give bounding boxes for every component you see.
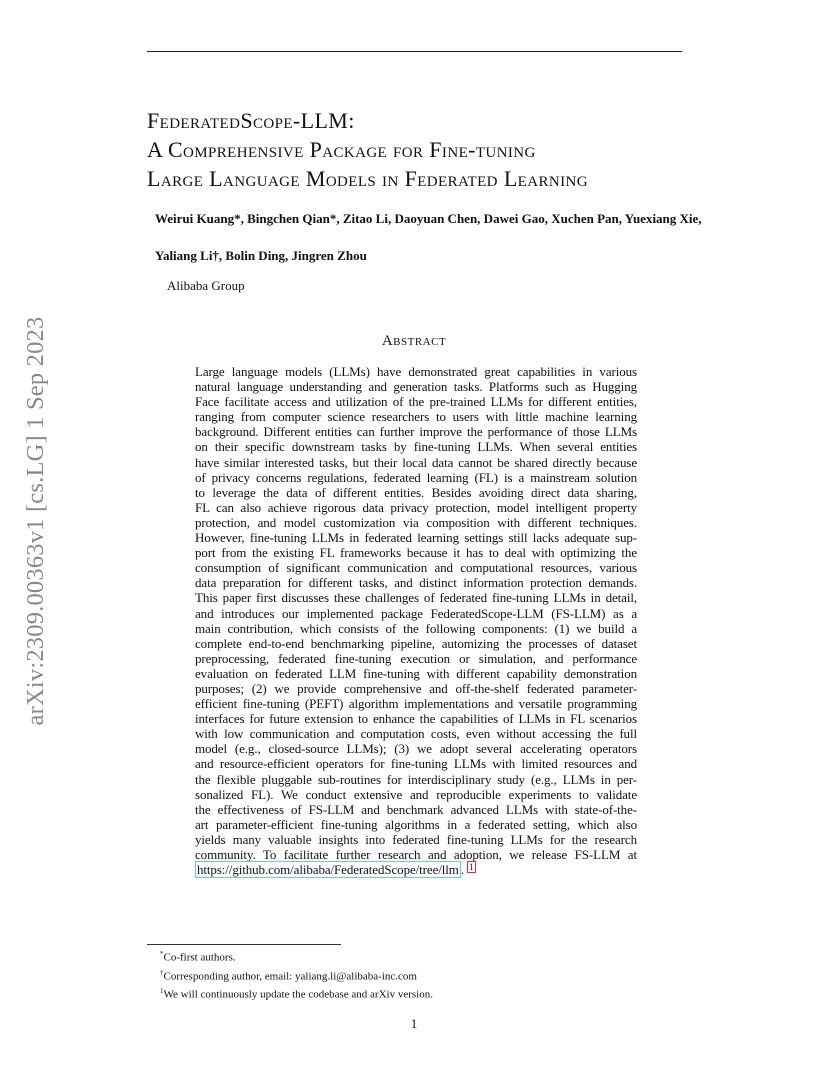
footnotes [160, 947, 433, 1003]
abstract-line: evaluation on federated LLM fine-tuning with different capability demonstration [195, 665, 637, 681]
abstract-line: the effectiveness of FS-LLM and benchmark advanced LLMs with state-of-the- [195, 801, 637, 817]
abstract-line: ranging from computer science researchers to users with little machine learning [195, 409, 637, 425]
footnote-marker-link[interactable]: 1 [469, 862, 474, 873]
abstract-line: Face facilitate access and utilization of the pre-trained LLMs for different entities, [195, 394, 637, 410]
footnote-text: We will continuously update the codebase and arXiv version. [163, 988, 433, 1001]
footnote-update [160, 984, 433, 1003]
title-line-3: Large Language Models in Federated Learning [147, 166, 588, 191]
abstract-line: However, fine-tuning LLMs in federated learning settings still lacks adequate sup- [195, 530, 637, 546]
abstract-line: interfaces for future extension to enhance the capabilities of LLMs in FL scenarios [195, 711, 637, 727]
abstract-line: yields many valuable insights into federated fine-tuning LLMs for the research [195, 831, 637, 847]
abstract-line: preprocessing, federated fine-tuning execution or simulation, and performance [195, 650, 637, 666]
github-link[interactable]: https://github.com/alibaba/FederatedScope/tree/llm [197, 862, 459, 878]
abstract-line: model (e.g., closed-source LLMs); (3) we adopt several accelerating operators [195, 741, 637, 757]
abstract-body [195, 364, 637, 879]
footnote-symbol: * [160, 950, 164, 958]
abstract-line: Large language models (LLMs) have demonstrated great capabilities in various [195, 364, 637, 379]
abstract-line: This paper first discusses these challenges of federated fine-tuning LLMs in detail, [195, 590, 637, 606]
abstract-line: sonalized FL). We conduct extensive and reproducible experiments to validate [195, 786, 637, 802]
abstract-line: protection, and model customization via composition with different techniques. [195, 514, 637, 530]
footnote-symbol: † [160, 968, 164, 977]
link-suffix: . [460, 862, 464, 878]
abstract-line: purposes; (2) we provide comprehensive and off-the-shelf federated parameter- [195, 680, 637, 696]
arxiv-identifier[interactable]: arXiv:2309.00363v1 [cs.LG] 1 Sep 2023 [22, 316, 49, 726]
abstract-line: to leverage the data of different entities. Besides avoiding direct data sharing, [195, 484, 637, 500]
abstract-line: data preparation for different tasks, and distinct information protection demands. [195, 575, 637, 591]
abstract-line: and introduces our implemented package FederatedScope-LLM (FS-LLM) as a [195, 605, 637, 621]
footnote-co-first [160, 947, 433, 966]
abstract-line: on their specific downstream tasks by fine-tuning LLMs. When several entities [195, 439, 637, 455]
abstract-line: port from the existing FL frameworks because it has to deal with optimizing the [195, 545, 637, 561]
authors-line-1: Weirui Kuang*, Bingchen Qian*, Zitao Li, Daoyuan Chen, Dawei Gao, Xuchen Pan, Yuexiang Xie, [155, 211, 702, 226]
abstract-heading: Abstract [381, 333, 447, 349]
abstract-line: FL can also achieve rigorous data privacy protection, model intelligent property [195, 499, 637, 515]
abstract-line: efficient fine-tuning (PEFT) algorithm implementations and versatile programming [195, 696, 637, 712]
footnote-corresponding [160, 966, 433, 985]
abstract-line: background. Different entities can further improve the performance of those LLMs [195, 424, 637, 440]
footnote-text: Corresponding author, email: yaliang.li@alibaba-inc.com [163, 970, 417, 983]
footnote-text: Co-first authors. [163, 951, 236, 964]
abstract-line: and resource-efficient operators for fine-tuning LLMs with limited resources and [195, 756, 637, 772]
title-line-1: FederatedScope-LLM: [147, 108, 355, 133]
abstract-line: community. To facilitate further research and adoption, we release FS-LLM at [195, 847, 637, 862]
footnote-rule [147, 944, 341, 945]
abstract-line: consumption of significant communication and computational resources, various [195, 560, 637, 576]
abstract-line: main contribution, which consists of the following components: (1) we build a [195, 620, 637, 636]
paper-title [147, 106, 707, 193]
top-rule [147, 51, 682, 52]
abstract-line: the flexible pluggable sub-routines for interdisciplinary study (e.g., LLMs in per- [195, 771, 637, 787]
abstract-last-line [195, 862, 637, 879]
abstract-line: complete end-to-end benchmarking pipeline, automizing the processes of dataset [195, 635, 637, 651]
title-line-2: A Comprehensive Package for Fine-tuning [147, 137, 536, 162]
footnote-symbol: 1 [160, 987, 164, 996]
abstract-line: art parameter-efficient fine-tuning algorithms in a federated setting, which also [195, 816, 637, 832]
abstract-line: of privacy concerns regulations, federated learning (FL) is a mainstream solution [195, 469, 637, 485]
authors-line-2: Yaliang Li†, Bolin Ding, Jingren Zhou [155, 248, 367, 263]
abstract-line: have similar interested tasks, but their local data cannot be shared directly because [195, 454, 637, 470]
affiliation: Alibaba Group [167, 278, 245, 293]
abstract-line: with low communication and computation costs, even without accessing the full [195, 726, 637, 742]
abstract-line: natural language understanding and generation tasks. Platforms such as Hugging [195, 379, 637, 395]
page-number: 1 [410, 1016, 418, 1031]
